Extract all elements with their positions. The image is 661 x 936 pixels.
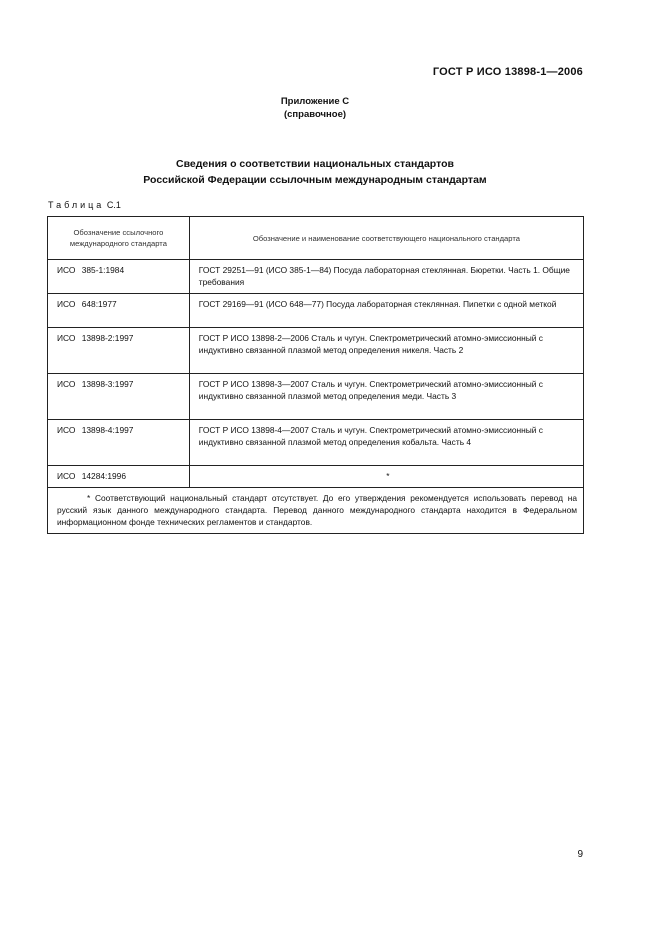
national-standard-cell: * (189, 466, 583, 488)
table-row (48, 466, 584, 488)
table-footnote-row (48, 488, 584, 534)
appendix-title: Приложение С (280, 96, 350, 107)
international-standard-cell: ИСО 13898-2:1997 (48, 328, 190, 374)
table-row (48, 328, 584, 374)
national-standard-cell: ГОСТ 29169—91 (ИСО 648—77) Посуда лабораторная стеклянная. Пипетки с одной меткой (189, 294, 583, 328)
page-number: 9 (577, 849, 583, 860)
table-row (48, 420, 584, 466)
table-caption (48, 200, 121, 210)
national-standard-cell: ГОСТ 29251—91 (ИСО 385-1—84) Посуда лабораторная стеклянная. Бюретки. Часть 1. Общие требования (189, 260, 583, 294)
table-caption-word: Таблица (48, 200, 105, 210)
table-row (48, 294, 584, 328)
table-caption-number: С.1 (106, 200, 121, 210)
table-row (48, 260, 584, 294)
table-footnote-cell (48, 488, 584, 534)
international-standard-cell: ИСО 13898-4:1997 (48, 420, 190, 466)
international-standard-cell: ИСО 648:1977 (48, 294, 190, 328)
table-header-row (48, 217, 584, 260)
national-standard-cell: ГОСТ Р ИСО 13898-2—2006 Сталь и чугун. Спектрометрический атомно-эмиссионный с индуктивно связанной плазмой метод определения никеля. Часть 2 (189, 328, 583, 374)
international-standard-cell: ИСО 14284:1996 (48, 466, 190, 488)
column-header-international-standard: Обозначение ссылочного международного стандарта (48, 217, 190, 260)
section-heading (0, 156, 630, 188)
column-header-national-standard: Обозначение и наименование соответствующего национального стандарта (189, 217, 583, 260)
appendix-subtitle: (справочное) (283, 109, 347, 120)
appendix-block (0, 95, 630, 121)
table-footnote: * Соответствующий национальный стандарт отсутствует. До его утверждения рекомендуется использовать перевод на русский язык данного международного стандарта. Перевод данного международного стандарта находится в Федеральном информационном фонде технических регламентов и стандартов. (57, 493, 577, 527)
document-code: ГОСТ Р ИСО 13898-1—2006 (432, 66, 583, 78)
international-standard-cell: ИСО 13898-3:1997 (48, 374, 190, 420)
national-standard-cell: ГОСТ Р ИСО 13898-3—2007 Сталь и чугун. Спектрометрический атомно-эмиссионный с индуктивно связанной плазмой метод определения меди. Часть 3 (189, 374, 583, 420)
standards-correspondence-table (47, 216, 584, 534)
international-standard-cell: ИСО 385-1:1984 (48, 260, 190, 294)
table-row (48, 374, 584, 420)
section-heading-line-2: Российской Федерации ссылочным международным стандартам (143, 174, 487, 186)
section-heading-line-1: Сведения о соответствии национальных стандартов (176, 158, 454, 170)
national-standard-cell: ГОСТ Р ИСО 13898-4—2007 Сталь и чугун. Спектрометрический атомно-эмиссионный с индуктивно связанной плазмой метод определения кобальта. Часть 4 (189, 420, 583, 466)
